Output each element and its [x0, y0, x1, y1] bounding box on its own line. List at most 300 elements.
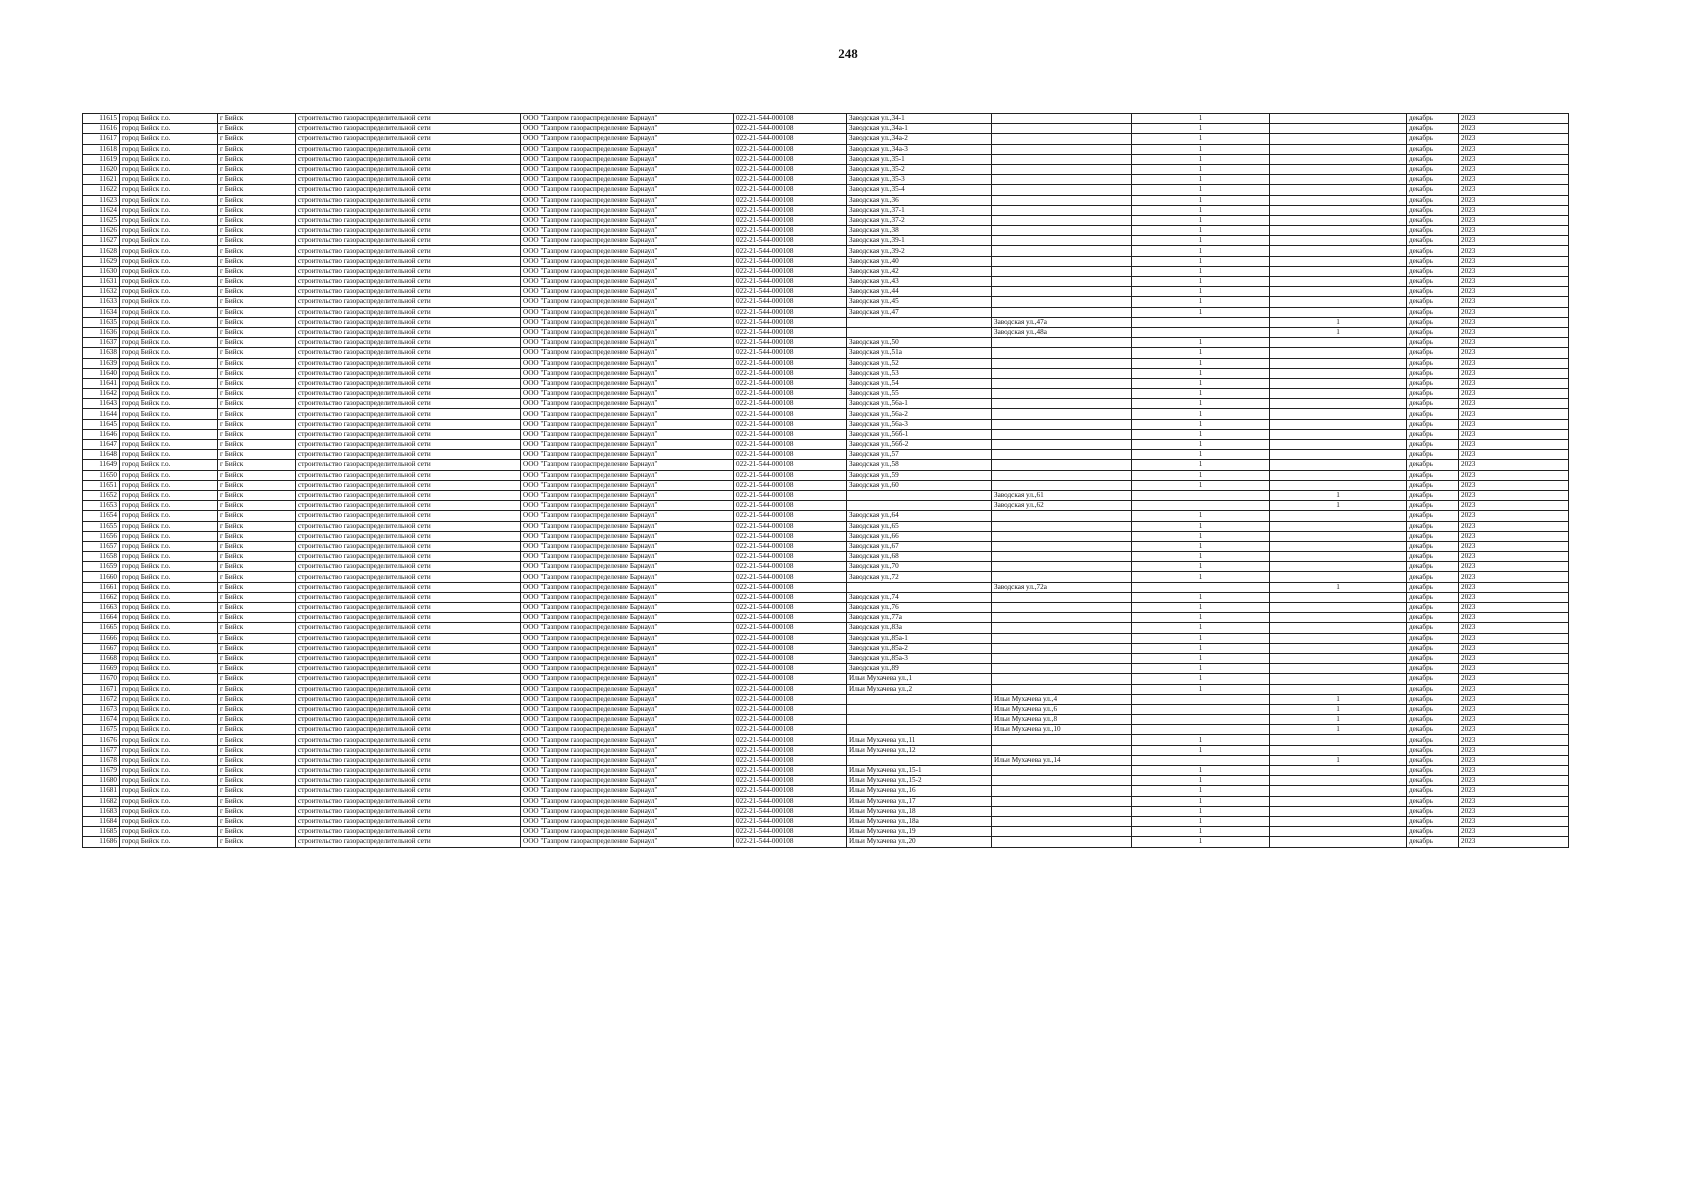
cell-address-alt — [992, 287, 1132, 297]
cell-organization: ООО "Газпром газораспределение Барнаул" — [521, 603, 734, 613]
cell-work-type: строительство газораспределительной сети — [296, 490, 521, 500]
cell-year: 2023 — [1459, 114, 1569, 124]
cell-address: Заводская ул.,58 — [847, 460, 992, 470]
cell-row-number: 11636 — [83, 327, 120, 337]
cell-year: 2023 — [1459, 144, 1569, 154]
cell-year: 2023 — [1459, 317, 1569, 327]
cell-work-type: строительство газораспределительной сети — [296, 735, 521, 745]
cell-address-alt — [992, 399, 1132, 409]
cell-year: 2023 — [1459, 766, 1569, 776]
cell-count-alt — [1270, 154, 1407, 164]
cell-address-alt — [992, 766, 1132, 776]
cell-count: 1 — [1132, 368, 1270, 378]
cell-address — [847, 725, 992, 735]
cell-count-alt — [1270, 419, 1407, 429]
cell-address — [847, 715, 992, 725]
cell-count: 1 — [1132, 256, 1270, 266]
cell-month: декабрь — [1407, 215, 1459, 225]
cell-settlement: г Бийск — [218, 725, 296, 735]
cell-address-alt — [992, 440, 1132, 450]
cell-year: 2023 — [1459, 338, 1569, 348]
cell-address-alt — [992, 450, 1132, 460]
cell-work-type: строительство газораспределительной сети — [296, 613, 521, 623]
cell-program-number: 022-21-544-000108 — [734, 715, 847, 725]
cell-address — [847, 501, 992, 511]
cell-count-alt — [1270, 776, 1407, 786]
cell-municipality: город Бийск г.о. — [120, 643, 218, 653]
cell-count-alt — [1270, 603, 1407, 613]
cell-program-number: 022-21-544-000108 — [734, 236, 847, 246]
cell-count: 1 — [1132, 816, 1270, 826]
cell-work-type: строительство газораспределительной сети — [296, 776, 521, 786]
cell-address-alt — [992, 429, 1132, 439]
cell-organization: ООО "Газпром газораспределение Барнаул" — [521, 164, 734, 174]
cell-count-alt — [1270, 429, 1407, 439]
cell-work-type: строительство газораспределительной сети — [296, 409, 521, 419]
cell-organization: ООО "Газпром газораспределение Барнаул" — [521, 134, 734, 144]
cell-address: Заводская ул.,50 — [847, 338, 992, 348]
cell-settlement: г Бийск — [218, 541, 296, 551]
cell-address-alt — [992, 236, 1132, 246]
cell-row-number: 11651 — [83, 480, 120, 490]
cell-year: 2023 — [1459, 266, 1569, 276]
cell-row-number: 11661 — [83, 582, 120, 592]
cell-address: Заводская ул.,72 — [847, 572, 992, 582]
cell-address-alt — [992, 674, 1132, 684]
cell-year: 2023 — [1459, 755, 1569, 765]
cell-count: 1 — [1132, 266, 1270, 276]
cell-address-alt — [992, 256, 1132, 266]
cell-program-number: 022-21-544-000108 — [734, 134, 847, 144]
cell-count: 1 — [1132, 195, 1270, 205]
cell-address-alt: Заводская ул.,48а — [992, 327, 1132, 337]
cell-count: 1 — [1132, 460, 1270, 470]
cell-settlement: г Бийск — [218, 185, 296, 195]
cell-organization: ООО "Газпром газораспределение Барнаул" — [521, 307, 734, 317]
cell-count-alt: 1 — [1270, 725, 1407, 735]
cell-municipality: город Бийск г.о. — [120, 704, 218, 714]
table-row — [83, 745, 1569, 755]
cell-count: 1 — [1132, 653, 1270, 663]
table-row — [83, 623, 1569, 633]
cell-program-number: 022-21-544-000108 — [734, 185, 847, 195]
cell-year: 2023 — [1459, 653, 1569, 663]
cell-count-alt — [1270, 195, 1407, 205]
cell-month: декабрь — [1407, 725, 1459, 735]
cell-count-alt — [1270, 664, 1407, 674]
cell-municipality: город Бийск г.о. — [120, 460, 218, 470]
cell-settlement: г Бийск — [218, 715, 296, 725]
cell-count-alt: 1 — [1270, 704, 1407, 714]
cell-settlement: г Бийск — [218, 704, 296, 714]
cell-count-alt — [1270, 358, 1407, 368]
cell-month: декабрь — [1407, 307, 1459, 317]
cell-settlement: г Бийск — [218, 348, 296, 358]
cell-municipality: город Бийск г.о. — [120, 806, 218, 816]
cell-month: декабрь — [1407, 643, 1459, 653]
cell-row-number: 11631 — [83, 277, 120, 287]
cell-year: 2023 — [1459, 490, 1569, 500]
cell-address-alt — [992, 348, 1132, 358]
cell-year: 2023 — [1459, 643, 1569, 653]
cell-row-number: 11628 — [83, 246, 120, 256]
cell-row-number: 11678 — [83, 755, 120, 765]
cell-month: декабрь — [1407, 195, 1459, 205]
cell-municipality: город Бийск г.о. — [120, 603, 218, 613]
cell-count-alt — [1270, 338, 1407, 348]
cell-municipality: город Бийск г.о. — [120, 175, 218, 185]
cell-work-type: строительство газораспределительной сети — [296, 786, 521, 796]
cell-year: 2023 — [1459, 246, 1569, 256]
cell-address-alt — [992, 541, 1132, 551]
cell-program-number: 022-21-544-000108 — [734, 582, 847, 592]
cell-organization: ООО "Газпром газораспределение Барнаул" — [521, 572, 734, 582]
cell-address — [847, 490, 992, 500]
cell-address — [847, 755, 992, 765]
cell-month: декабрь — [1407, 766, 1459, 776]
cell-settlement: г Бийск — [218, 552, 296, 562]
cell-month: декабрь — [1407, 541, 1459, 551]
cell-organization: ООО "Газпром газораспределение Барнаул" — [521, 287, 734, 297]
cell-year: 2023 — [1459, 531, 1569, 541]
cell-month: декабрь — [1407, 256, 1459, 266]
cell-address-alt — [992, 175, 1132, 185]
cell-work-type: строительство газораспределительной сети — [296, 307, 521, 317]
cell-municipality: город Бийск г.о. — [120, 277, 218, 287]
cell-count: 1 — [1132, 205, 1270, 215]
cell-settlement: г Бийск — [218, 287, 296, 297]
cell-organization: ООО "Газпром газораспределение Барнаул" — [521, 501, 734, 511]
cell-work-type: строительство газораспределительной сети — [296, 389, 521, 399]
cell-year: 2023 — [1459, 603, 1569, 613]
cell-organization: ООО "Газпром газораспределение Барнаул" — [521, 195, 734, 205]
cell-count: 1 — [1132, 603, 1270, 613]
cell-month: декабрь — [1407, 185, 1459, 195]
cell-year: 2023 — [1459, 429, 1569, 439]
cell-row-number: 11625 — [83, 215, 120, 225]
cell-address: Ильи Мухачева ул.,11 — [847, 735, 992, 745]
cell-month: декабрь — [1407, 490, 1459, 500]
cell-settlement: г Бийск — [218, 409, 296, 419]
cell-program-number: 022-21-544-000108 — [734, 633, 847, 643]
cell-count-alt — [1270, 827, 1407, 837]
cell-month: декабрь — [1407, 358, 1459, 368]
cell-address: Заводская ул.,36 — [847, 195, 992, 205]
cell-organization: ООО "Газпром газораспределение Барнаул" — [521, 317, 734, 327]
cell-address: Ильи Мухачева ул.,15-1 — [847, 766, 992, 776]
cell-month: декабрь — [1407, 715, 1459, 725]
cell-municipality: город Бийск г.о. — [120, 389, 218, 399]
cell-work-type: строительство газораспределительной сети — [296, 480, 521, 490]
cell-program-number: 022-21-544-000108 — [734, 307, 847, 317]
cell-work-type: строительство газораспределительной сети — [296, 144, 521, 154]
cell-row-number: 11642 — [83, 389, 120, 399]
cell-address: Заводская ул.,35-4 — [847, 185, 992, 195]
cell-count-alt — [1270, 277, 1407, 287]
cell-program-number: 022-21-544-000108 — [734, 755, 847, 765]
table-row — [83, 694, 1569, 704]
cell-municipality: город Бийск г.о. — [120, 266, 218, 276]
cell-row-number: 11619 — [83, 154, 120, 164]
cell-row-number: 11667 — [83, 643, 120, 653]
cell-municipality: город Бийск г.о. — [120, 684, 218, 694]
cell-settlement: г Бийск — [218, 256, 296, 266]
cell-row-number: 11644 — [83, 409, 120, 419]
cell-program-number: 022-21-544-000108 — [734, 521, 847, 531]
cell-row-number: 11643 — [83, 399, 120, 409]
cell-count — [1132, 490, 1270, 500]
cell-work-type: строительство газораспределительной сети — [296, 827, 521, 837]
cell-year: 2023 — [1459, 236, 1569, 246]
cell-settlement: г Бийск — [218, 490, 296, 500]
cell-month: декабрь — [1407, 582, 1459, 592]
cell-month: декабрь — [1407, 389, 1459, 399]
cell-year: 2023 — [1459, 827, 1569, 837]
cell-count — [1132, 582, 1270, 592]
cell-count: 1 — [1132, 134, 1270, 144]
table-row — [83, 521, 1569, 531]
cell-program-number: 022-21-544-000108 — [734, 725, 847, 735]
cell-row-number: 11663 — [83, 603, 120, 613]
table-row — [83, 755, 1569, 765]
cell-year: 2023 — [1459, 562, 1569, 572]
cell-work-type: строительство газораспределительной сети — [296, 399, 521, 409]
cell-settlement: г Бийск — [218, 124, 296, 134]
cell-row-number: 11655 — [83, 521, 120, 531]
cell-work-type: строительство газораспределительной сети — [296, 277, 521, 287]
table-row — [83, 827, 1569, 837]
cell-address — [847, 704, 992, 714]
cell-program-number: 022-21-544-000108 — [734, 154, 847, 164]
cell-address-alt — [992, 266, 1132, 276]
cell-address-alt — [992, 409, 1132, 419]
cell-row-number: 11629 — [83, 256, 120, 266]
cell-settlement: г Бийск — [218, 735, 296, 745]
table-row — [83, 164, 1569, 174]
cell-count: 1 — [1132, 541, 1270, 551]
cell-address: Заводская ул.,74 — [847, 592, 992, 602]
cell-count: 1 — [1132, 664, 1270, 674]
cell-settlement: г Бийск — [218, 195, 296, 205]
cell-address: Ильи Мухачева ул.,12 — [847, 745, 992, 755]
cell-program-number: 022-21-544-000108 — [734, 480, 847, 490]
table-row — [83, 603, 1569, 613]
cell-month: декабрь — [1407, 460, 1459, 470]
cell-address: Заводская ул.,54 — [847, 378, 992, 388]
cell-count: 1 — [1132, 389, 1270, 399]
cell-address: Ильи Мухачева ул.,1 — [847, 674, 992, 684]
cell-row-number: 11639 — [83, 358, 120, 368]
cell-municipality: город Бийск г.о. — [120, 327, 218, 337]
registry-body — [83, 114, 1569, 848]
cell-count: 1 — [1132, 511, 1270, 521]
cell-count: 1 — [1132, 358, 1270, 368]
cell-settlement: г Бийск — [218, 643, 296, 653]
cell-municipality: город Бийск г.о. — [120, 246, 218, 256]
cell-count: 1 — [1132, 643, 1270, 653]
cell-municipality: город Бийск г.о. — [120, 552, 218, 562]
cell-program-number: 022-21-544-000108 — [734, 164, 847, 174]
cell-organization: ООО "Газпром газораспределение Барнаул" — [521, 399, 734, 409]
cell-settlement: г Бийск — [218, 429, 296, 439]
cell-count: 1 — [1132, 154, 1270, 164]
cell-row-number: 11674 — [83, 715, 120, 725]
cell-year: 2023 — [1459, 460, 1569, 470]
table-row — [83, 154, 1569, 164]
cell-organization: ООО "Газпром газораспределение Барнаул" — [521, 378, 734, 388]
cell-work-type: строительство газораспределительной сети — [296, 226, 521, 236]
cell-year: 2023 — [1459, 277, 1569, 287]
table-row — [83, 552, 1569, 562]
cell-organization: ООО "Газпром газораспределение Барнаул" — [521, 684, 734, 694]
cell-month: декабрь — [1407, 633, 1459, 643]
cell-address: Заводская ул.,43 — [847, 277, 992, 287]
cell-month: декабрь — [1407, 776, 1459, 786]
cell-organization: ООО "Газпром газораспределение Барнаул" — [521, 796, 734, 806]
cell-settlement: г Бийск — [218, 694, 296, 704]
table-row — [83, 297, 1569, 307]
cell-year: 2023 — [1459, 470, 1569, 480]
cell-month: декабрь — [1407, 521, 1459, 531]
cell-count-alt: 1 — [1270, 755, 1407, 765]
cell-count-alt — [1270, 389, 1407, 399]
cell-year: 2023 — [1459, 175, 1569, 185]
cell-count — [1132, 755, 1270, 765]
cell-program-number: 022-21-544-000108 — [734, 144, 847, 154]
cell-program-number: 022-21-544-000108 — [734, 226, 847, 236]
cell-municipality: город Бийск г.о. — [120, 837, 218, 847]
cell-address: Заводская ул.,70 — [847, 562, 992, 572]
cell-address-alt — [992, 776, 1132, 786]
cell-work-type: строительство газораспределительной сети — [296, 816, 521, 826]
cell-settlement: г Бийск — [218, 307, 296, 317]
cell-row-number: 11646 — [83, 429, 120, 439]
cell-row-number: 11673 — [83, 704, 120, 714]
table-row — [83, 266, 1569, 276]
cell-year: 2023 — [1459, 837, 1569, 847]
cell-address: Заводская ул.,42 — [847, 266, 992, 276]
cell-program-number: 022-21-544-000108 — [734, 806, 847, 816]
cell-work-type: строительство газораспределительной сети — [296, 134, 521, 144]
table-row — [83, 144, 1569, 154]
cell-row-number: 11635 — [83, 317, 120, 327]
cell-month: декабрь — [1407, 124, 1459, 134]
cell-count: 1 — [1132, 480, 1270, 490]
cell-work-type: строительство газораспределительной сети — [296, 643, 521, 653]
cell-address-alt — [992, 653, 1132, 663]
cell-program-number: 022-21-544-000108 — [734, 816, 847, 826]
cell-year: 2023 — [1459, 205, 1569, 215]
cell-organization: ООО "Газпром газораспределение Барнаул" — [521, 613, 734, 623]
cell-work-type: строительство газораспределительной сети — [296, 164, 521, 174]
cell-program-number: 022-21-544-000108 — [734, 256, 847, 266]
table-row — [83, 226, 1569, 236]
cell-municipality: город Бийск г.о. — [120, 796, 218, 806]
cell-year: 2023 — [1459, 745, 1569, 755]
cell-address: Заводская ул.,56б-1 — [847, 429, 992, 439]
cell-work-type: строительство газораспределительной сети — [296, 541, 521, 551]
cell-year: 2023 — [1459, 501, 1569, 511]
cell-year: 2023 — [1459, 154, 1569, 164]
table-row — [83, 124, 1569, 134]
cell-row-number: 11637 — [83, 338, 120, 348]
cell-count-alt — [1270, 643, 1407, 653]
cell-program-number: 022-21-544-000108 — [734, 684, 847, 694]
cell-organization: ООО "Газпром газораспределение Барнаул" — [521, 643, 734, 653]
table-row — [83, 307, 1569, 317]
cell-work-type: строительство газораспределительной сети — [296, 246, 521, 256]
cell-address-alt — [992, 368, 1132, 378]
cell-row-number: 11648 — [83, 450, 120, 460]
cell-address-alt: Ильи Мухачева ул.,14 — [992, 755, 1132, 765]
cell-address: Заводская ул.,77а — [847, 613, 992, 623]
cell-address-alt — [992, 205, 1132, 215]
cell-address: Заводская ул.,39-1 — [847, 236, 992, 246]
page-number: 248 — [838, 46, 858, 61]
cell-year: 2023 — [1459, 572, 1569, 582]
cell-program-number: 022-21-544-000108 — [734, 399, 847, 409]
table-row — [83, 440, 1569, 450]
cell-month: декабрь — [1407, 327, 1459, 337]
cell-work-type: строительство газораспределительной сети — [296, 215, 521, 225]
table-row — [83, 562, 1569, 572]
cell-program-number: 022-21-544-000108 — [734, 531, 847, 541]
cell-count: 1 — [1132, 552, 1270, 562]
cell-program-number: 022-21-544-000108 — [734, 674, 847, 684]
cell-month: декабрь — [1407, 623, 1459, 633]
cell-count: 1 — [1132, 684, 1270, 694]
cell-count-alt: 1 — [1270, 317, 1407, 327]
cell-year: 2023 — [1459, 409, 1569, 419]
cell-address-alt — [992, 134, 1132, 144]
table-row — [83, 541, 1569, 551]
cell-address-alt — [992, 592, 1132, 602]
cell-month: декабрь — [1407, 704, 1459, 714]
cell-count-alt — [1270, 226, 1407, 236]
cell-address-alt — [992, 837, 1132, 847]
cell-address: Ильи Мухачева ул.,20 — [847, 837, 992, 847]
cell-municipality: город Бийск г.о. — [120, 592, 218, 602]
cell-year: 2023 — [1459, 776, 1569, 786]
cell-settlement: г Бийск — [218, 236, 296, 246]
cell-municipality: город Бийск г.о. — [120, 154, 218, 164]
cell-month: декабрь — [1407, 164, 1459, 174]
cell-municipality: город Бийск г.о. — [120, 226, 218, 236]
cell-work-type: строительство газораспределительной сети — [296, 378, 521, 388]
cell-settlement: г Бийск — [218, 786, 296, 796]
cell-address: Заводская ул.,40 — [847, 256, 992, 266]
cell-program-number: 022-21-544-000108 — [734, 287, 847, 297]
cell-organization: ООО "Газпром газораспределение Барнаул" — [521, 816, 734, 826]
cell-organization: ООО "Газпром газораспределение Барнаул" — [521, 368, 734, 378]
table-row — [83, 256, 1569, 266]
cell-municipality: город Бийск г.о. — [120, 205, 218, 215]
cell-month: декабрь — [1407, 664, 1459, 674]
cell-settlement: г Бийск — [218, 134, 296, 144]
cell-year: 2023 — [1459, 358, 1569, 368]
cell-work-type: строительство газораспределительной сети — [296, 755, 521, 765]
cell-settlement: г Бийск — [218, 603, 296, 613]
cell-address: Заводская ул.,66 — [847, 531, 992, 541]
cell-row-number: 11666 — [83, 633, 120, 643]
cell-row-number: 11686 — [83, 837, 120, 847]
cell-work-type: строительство газораспределительной сети — [296, 348, 521, 358]
cell-organization: ООО "Газпром газораспределение Барнаул" — [521, 348, 734, 358]
cell-month: декабрь — [1407, 399, 1459, 409]
cell-address-alt: Заводская ул.,61 — [992, 490, 1132, 500]
cell-row-number: 11621 — [83, 175, 120, 185]
cell-work-type: строительство газораспределительной сети — [296, 338, 521, 348]
